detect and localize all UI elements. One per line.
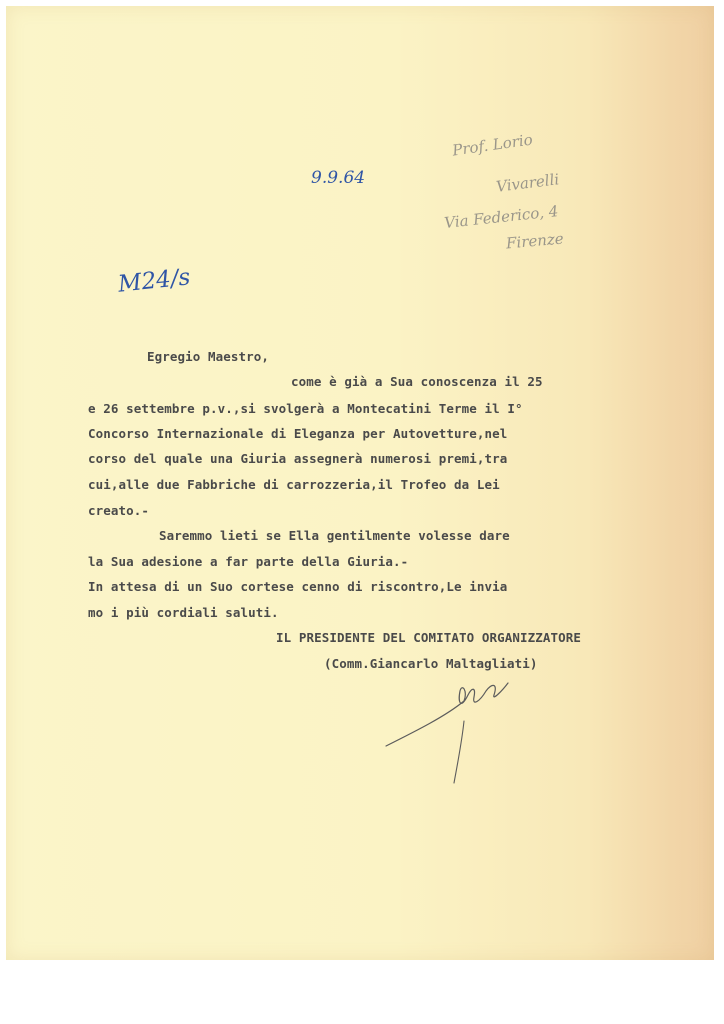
address-line: Firenze	[505, 229, 565, 253]
body-line: corso del quale una Giuria assegnerà numerosi premi,tra	[88, 451, 508, 466]
body-line: mo i più cordiali saluti.	[88, 605, 279, 620]
body-line: la Sua adesione a far parte della Giuria.-	[88, 554, 409, 569]
body-line: come è già a Sua conoscenza il 25	[291, 374, 543, 389]
body-line: cui,alle due Fabbriche di carrozzeria,il Trofeo da Lei	[88, 477, 500, 492]
closing-title: IL PRESIDENTE DEL COMITATO ORGANIZZATORE	[276, 630, 582, 645]
body-line: In attesa di un Suo cortese cenno di riscontro,Le invia	[88, 579, 508, 594]
handwritten-date: 9.9.64	[311, 168, 366, 188]
letter-page	[6, 6, 714, 960]
closing-name: (Comm.Giancarlo Maltagliati)	[324, 656, 538, 671]
body-line: e 26 settembre p.v.,si svolgerà a Montecatini Terme il I°	[88, 401, 523, 416]
handwritten-signature	[376, 661, 546, 791]
address-line: Via Federico, 4	[443, 202, 560, 232]
address-line: Prof. Lorio	[451, 130, 534, 160]
body-line: Saremmo lieti se Ella gentilmente volesse dare	[159, 528, 510, 543]
body-line: creato.-	[88, 503, 150, 518]
body-line: Concorso Internazionale di Eleganza per Autovetture,nel	[88, 426, 508, 441]
salutation: Egregio Maestro,	[147, 349, 270, 364]
handwritten-reference: M24/s	[116, 264, 192, 298]
address-line: Vivarelli	[495, 170, 561, 196]
